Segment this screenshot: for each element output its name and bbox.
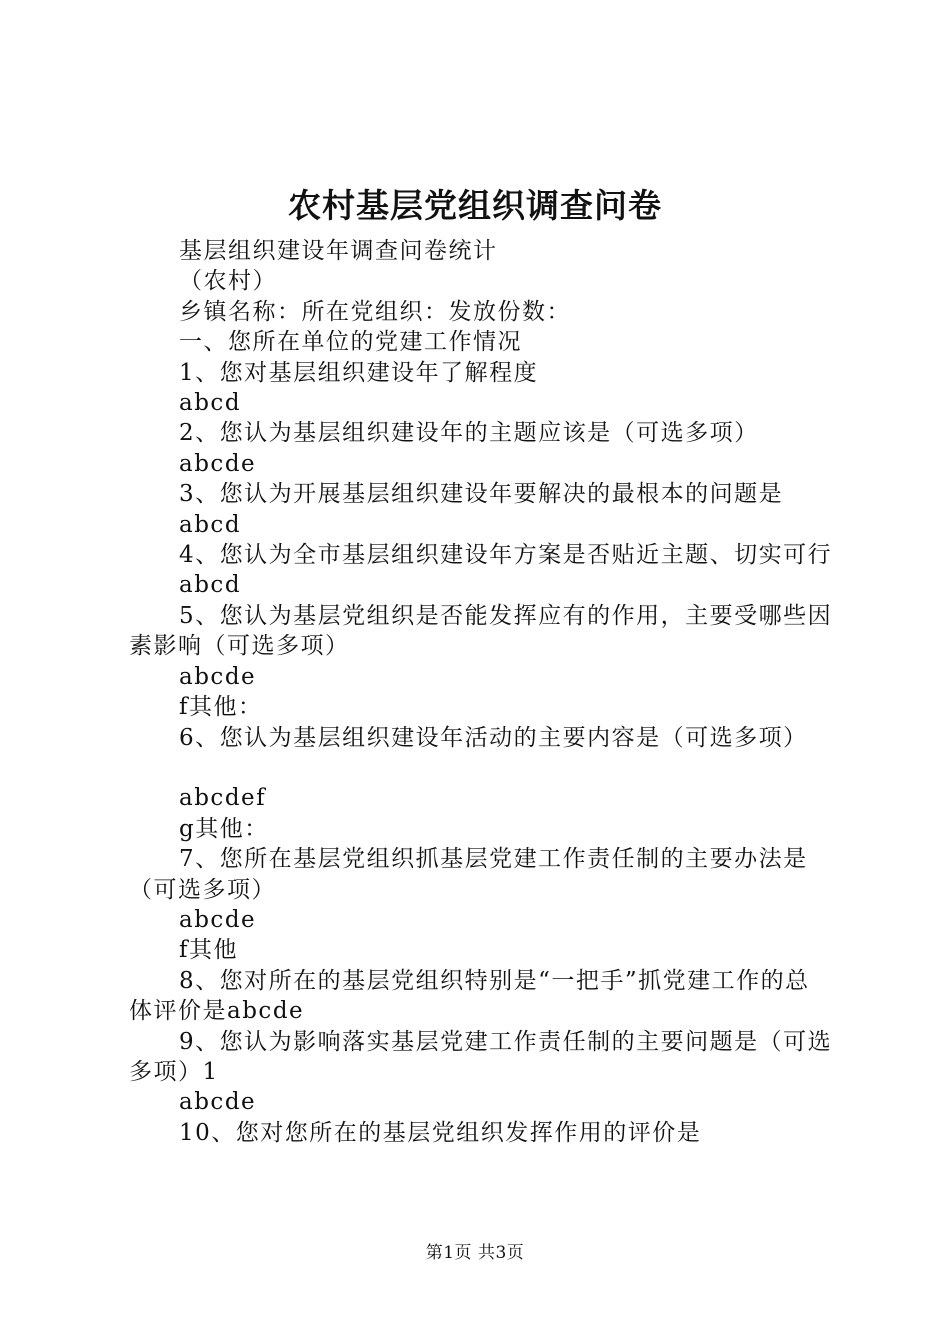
document-body — [129, 236, 833, 1148]
question: 9、您认为影响落实基层党建工作责任制的主要问题是（可选多项）1 — [129, 1028, 833, 1085]
answer-other: f其他： — [179, 694, 263, 721]
question: 6、您认为基层组织建设年活动的主要内容是（可选多项） — [179, 724, 808, 751]
question: 5、您认为基层党组织是否能发挥应有的作用，主要受哪些因素影响（可选多项） — [129, 602, 833, 660]
question: 8、您对所在的基层党组织特别是“一把手”抓党建工作的总体评价是abcde — [129, 967, 810, 1025]
document-title: 农村基层党组织调查问卷 — [288, 186, 662, 225]
answer-options: abcd — [179, 572, 242, 599]
question: 4、您认为全市基层组织建设年方案是否贴近主题、切实可行 — [179, 542, 833, 569]
question: 10、您对您所在的基层党组织发挥作用的评价是 — [179, 1119, 702, 1146]
blank-line — [129, 753, 833, 783]
answer-options: abcd — [179, 511, 242, 538]
answer-options: abcdef — [179, 785, 267, 812]
question: 7、您所在基层党组织抓基层党建工作责任制的主要办法是（可选多项） — [129, 846, 808, 903]
answer-options: abcde — [179, 450, 257, 477]
answer-other: g其他： — [179, 815, 269, 842]
answer-other: f其他 — [179, 937, 239, 964]
answer-options: abcd — [179, 390, 242, 417]
section-heading: 一、您所在单位的党建工作情况 — [179, 329, 522, 356]
question: 1、您对基层组织建设年了解程度 — [179, 359, 539, 386]
answer-options: abcde — [179, 1089, 257, 1116]
paragraph: 基层组织建设年调查问卷统计 — [179, 238, 498, 264]
page-footer: 第1页 共3页 — [425, 1243, 525, 1263]
paragraph: 乡镇名称：所在党组织：发放份数： — [179, 298, 571, 325]
answer-options: abcde — [179, 663, 257, 690]
paragraph: （农村） — [179, 268, 277, 295]
question: 3、您认为开展基层组织建设年要解决的最根本的问题是 — [179, 481, 784, 508]
answer-options: abcde — [179, 906, 257, 933]
question: 2、您认为基层组织建设年的主题应该是（可选多项） — [179, 420, 759, 447]
